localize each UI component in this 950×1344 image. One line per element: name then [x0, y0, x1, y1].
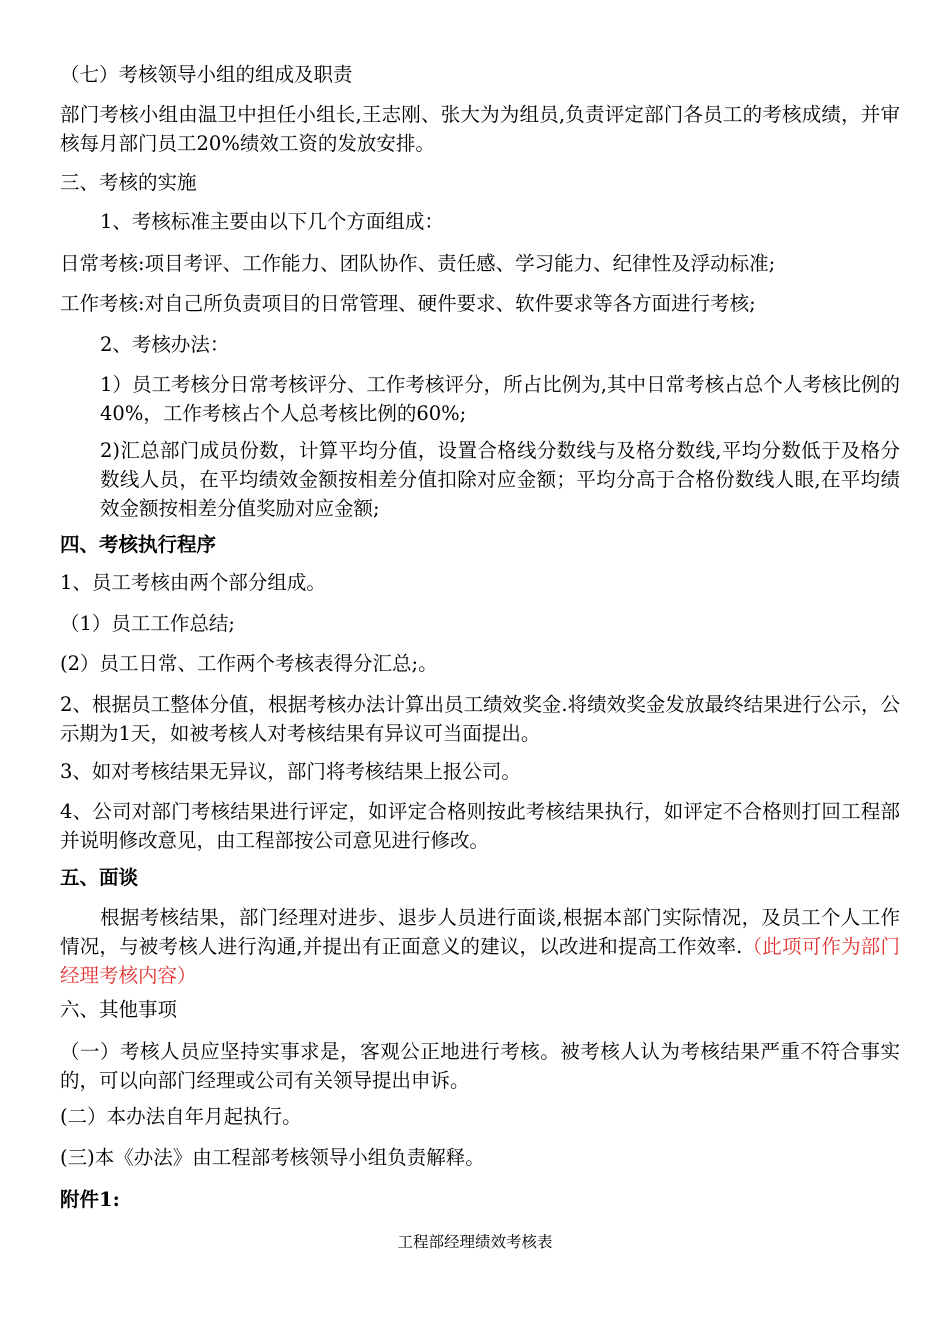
paragraph-criteria: 1、考核标准主要由以下几个方面组成：: [100, 210, 444, 233]
section-3-heading: 三、考核的实施: [60, 171, 197, 194]
section-5-heading: 五、面谈: [60, 866, 139, 889]
paragraph-interview: [60, 903, 900, 990]
paragraph-committee: 部门考核小组由温卫中担任小组长,王志刚、张大为为组员,负责评定部门各员工的考核成绩，并审核每月部门员工20%绩效工资的发放安排。: [60, 103, 900, 155]
paragraph-procedure-2: 2、根据员工整体分值，根据考核办法计算出员工绩效奖金.将绩效奖金发放最终结果进行公示，公示期为1天，如被考核人对考核结果有异议可当面提出。: [60, 693, 900, 745]
paragraph-method-heading: 2、考核办法：: [100, 333, 230, 356]
paragraph-procedure-1: 1、员工考核由两个部分组成。: [60, 571, 326, 594]
paragraph-other-2: (二）本办法自年月起执行。: [60, 1105, 302, 1128]
paragraph-procedure-3: 3、如对考核结果无异议，部门将考核结果上报公司。: [60, 760, 521, 783]
interview-note: （此项可作为部门经理考核内容）: [60, 935, 900, 987]
paragraph-work-assessment: 工作考核:对自己所负责项目的日常管理、硬件要求、软件要求等各方面进行考核;: [60, 292, 756, 315]
section-6-heading: 六、其他事项: [60, 998, 178, 1021]
interview-text: 根据考核结果，部门经理对进步、退步人员进行面谈,根据本部门实际情况，及员工个人工作情况，与被考核人进行沟通,并提出有正面意义的建议，以改进和提高工作效率.: [60, 906, 900, 958]
table-caption: 工程部经理绩效考核表: [397, 1233, 553, 1251]
paragraph-daily-assessment: 日常考核:项目考评、工作能力、团队协作、责任感、学习能力、纪律性及浮动标准;: [60, 252, 776, 275]
paragraph-other-3: (三)本《办法》由工程部考核领导小组负责解释。: [60, 1146, 485, 1169]
attachment-label: 附件1:: [60, 1188, 120, 1211]
paragraph-procedure-1-a: （1）员工工作总结;: [60, 612, 235, 635]
section-4-heading: 四、考核执行程序: [60, 533, 217, 556]
paragraph-method-2: 2)汇总部门成员份数，计算平均分值，设置合格线分数线与及格分数线,平均分数低于及格分数线人员，在平均绩效金额按相差分值扣除对应金额；平均分高于合格份数线人眼,在平均绩效金额按相差分值奖励对应金额;: [100, 439, 900, 520]
paragraph-procedure-4: 4、公司对部门考核结果进行评定，如评定合格则按此考核结果执行，如评定不合格则打回工程部并说明修改意见，由工程部按公司意见进行修改。: [60, 800, 900, 852]
paragraph-other-1: （一）考核人员应坚持实事求是，客观公正地进行考核。被考核人认为考核结果严重不符合事实的，可以向部门经理或公司有关领导提出申诉。: [60, 1040, 900, 1092]
paragraph-method-1: 1）员工考核分日常考核评分、工作考核评分，所占比例为,其中日常考核占总个人考核比例的40%，工作考核占个人总考核比例的60%;: [100, 373, 900, 425]
paragraph-procedure-1-b: (2）员工日常、工作两个考核表得分汇总;。: [60, 652, 438, 675]
section-7-heading: （七）考核领导小组的组成及职责: [60, 63, 353, 86]
